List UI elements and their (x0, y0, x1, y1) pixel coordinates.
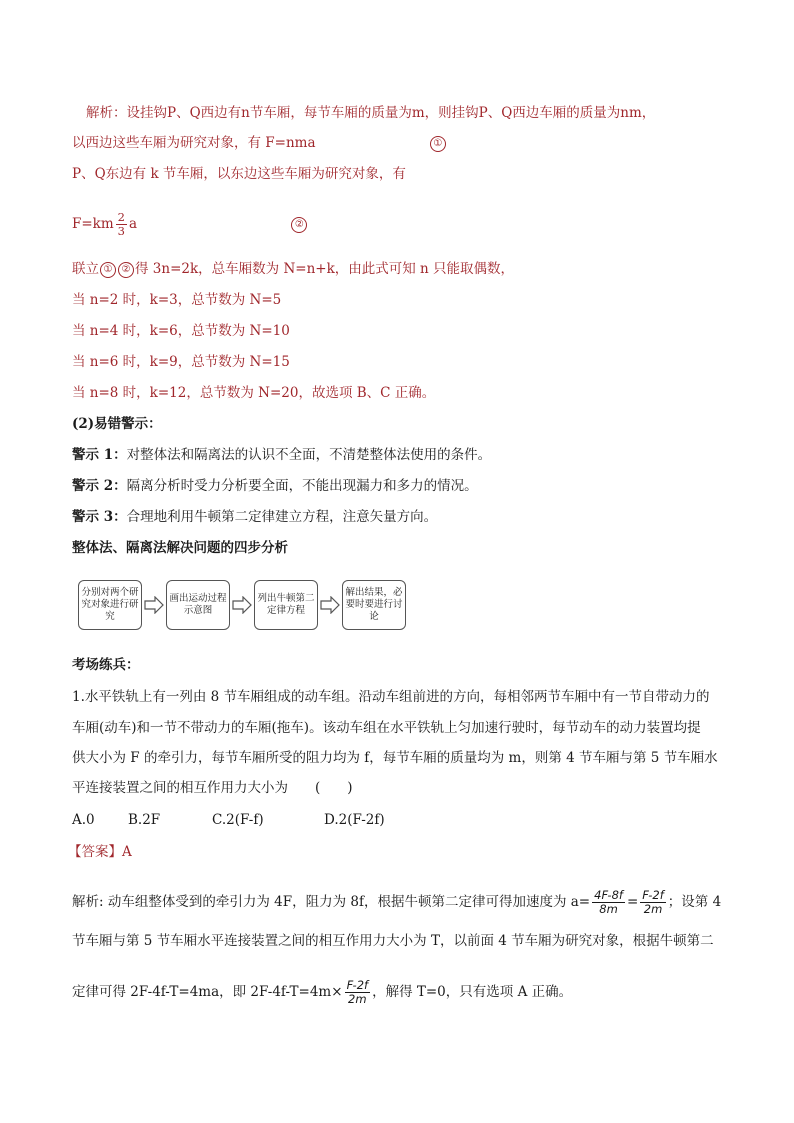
warning-label: 警示 3： (72, 509, 127, 525)
fraction-numerator: F-2f (642, 888, 664, 902)
explanation-line-3 (72, 976, 572, 1008)
solution-line-5 (72, 259, 514, 279)
warning-item (72, 445, 491, 465)
practice-heading: 考场练兵： (72, 657, 140, 673)
explanation-text: 解析: 动车组整体受到的牵引力为 4F，阻力为 8f，根据牛顿第二定律可得加速度为 a= (72, 894, 591, 910)
fraction-denominator: 2m (348, 992, 367, 1006)
question-line: 平连接装置之间的相互作用力大小为 ( ) (72, 780, 353, 796)
case-line: 当 n=8 时，k=12，总节数为 N=20，故选项 B、C 正确。 (72, 385, 436, 401)
flow-arrow-icon (320, 596, 340, 614)
fraction-two-thirds (116, 211, 127, 238)
fraction-numerator: 2 (117, 210, 125, 224)
warning-label: 警示 2： (72, 478, 127, 494)
warning-text: 隔离分析时受力分析要全面，不能出现漏力和多力的情况。 (126, 478, 478, 494)
solution-line-2-text: 以西边这些车厢为研究对象，有 F=nma (72, 135, 316, 151)
explanation-line-2: 节车厢与第 5 节车厢水平连接装置之间的相互作用力大小为 T，以前面 4 节车厢为研究对象，根据牛顿第二 (72, 933, 714, 949)
acceleration-fraction (345, 979, 371, 1006)
fraction-numerator: 4F-8f (594, 888, 623, 902)
equation-mark-1: ① (430, 136, 446, 152)
combine-prefix: 联立 (72, 261, 99, 277)
case-line: 当 n=6 时，k=9，总节数为 N=15 (72, 354, 290, 370)
fraction-denominator: 8m (599, 902, 618, 916)
four-steps-flowchart (78, 578, 406, 632)
option-c: C.2(F-f) (212, 812, 264, 828)
solution-line-3: P、Q东边有 k 节车厢，以东边这些车厢为研究对象，有 (72, 166, 406, 182)
solution-line-4 (72, 210, 308, 238)
formula-prefix: F=km (72, 216, 114, 232)
formula-suffix: a (129, 216, 138, 232)
warnings-heading: (2)易错警示： (72, 416, 162, 432)
case-line: 当 n=2 时，k=3，总节数为 N=5 (72, 292, 282, 308)
flow-step-box: 画出运动过程示意图 (166, 580, 230, 630)
options-row (72, 810, 385, 830)
combine-rest: 得 3n=2k，总车厢数为 N=n+k，由此式可知 n 只能取偶数， (135, 261, 515, 277)
combine-mark-2: ② (118, 262, 134, 278)
acceleration-fraction-simplified (640, 889, 666, 916)
fraction-denominator: 3 (117, 224, 125, 238)
flow-arrow-icon (144, 596, 164, 614)
solution-line-1: 解析：设挂钩P、Q西边有n节车厢，每节车厢的质量为m，则挂钩P、Q西边车厢的质量为nm， (86, 105, 656, 121)
option-b: B.2F (128, 812, 161, 828)
flow-step-box: 分别对两个研究对象进行研究 (78, 580, 142, 630)
fraction-denominator: 2m (643, 902, 663, 916)
case-line: 当 n=4 时，k=6，总节数为 N=10 (72, 323, 290, 339)
four-steps-heading: 整体法、隔离法解决问题的四步分析 (72, 540, 288, 556)
explanation-text: ；设第 4 (667, 894, 722, 910)
acceleration-fraction (592, 889, 625, 916)
question-line: 1.水平铁轨上有一列由 8 节车厢组成的动车组。沿动车组前进的方向，每相邻两节车厢中有一节自带动力的 (72, 689, 710, 705)
fraction-numerator: F-2f (346, 978, 369, 992)
explanation-text: 定律可得 2F-4f-T=4ma，即 2F-4f-T=4m× (72, 984, 343, 1000)
option-a: A.0 (72, 812, 95, 828)
combine-mark-1: ① (100, 262, 116, 278)
equals-sign: = (626, 894, 639, 910)
option-d: D.2(F-2f) (324, 812, 385, 828)
solution-line-2 (72, 133, 447, 153)
question-line: 车厢(动车)和一节不带动力的车厢(拖车)。该动车组在水平铁轨上匀加速行驶时，每节动车的动力装置均提 (72, 720, 701, 736)
flow-step-box: 列出牛顿第二定律方程 (254, 580, 318, 630)
equation-mark-2: ② (291, 217, 307, 233)
question-line: 供大小为 F 的牵引力，每节车厢所受的阻力均为 f，每节车厢的质量均为 m，则第 4 节车厢与第 5 节车厢水 (72, 750, 718, 766)
answer-label: 【答案】A (68, 844, 132, 860)
warning-item (72, 476, 478, 496)
warning-text: 对整体法和隔离法的认识不全面，不清楚整体法使用的条件。 (126, 447, 492, 463)
warning-item (72, 507, 437, 527)
flow-step-box: 解出结果，必要时要进行讨论 (342, 580, 406, 630)
explanation-text: ，解得 T=0，只有选项 A 正确。 (372, 984, 573, 1000)
explanation-line-1 (72, 886, 721, 918)
flow-arrow-icon (232, 596, 252, 614)
warning-text: 合理地利用牛顿第二定律建立方程，注意矢量方向。 (126, 509, 438, 525)
warning-label: 警示 1： (72, 447, 127, 463)
